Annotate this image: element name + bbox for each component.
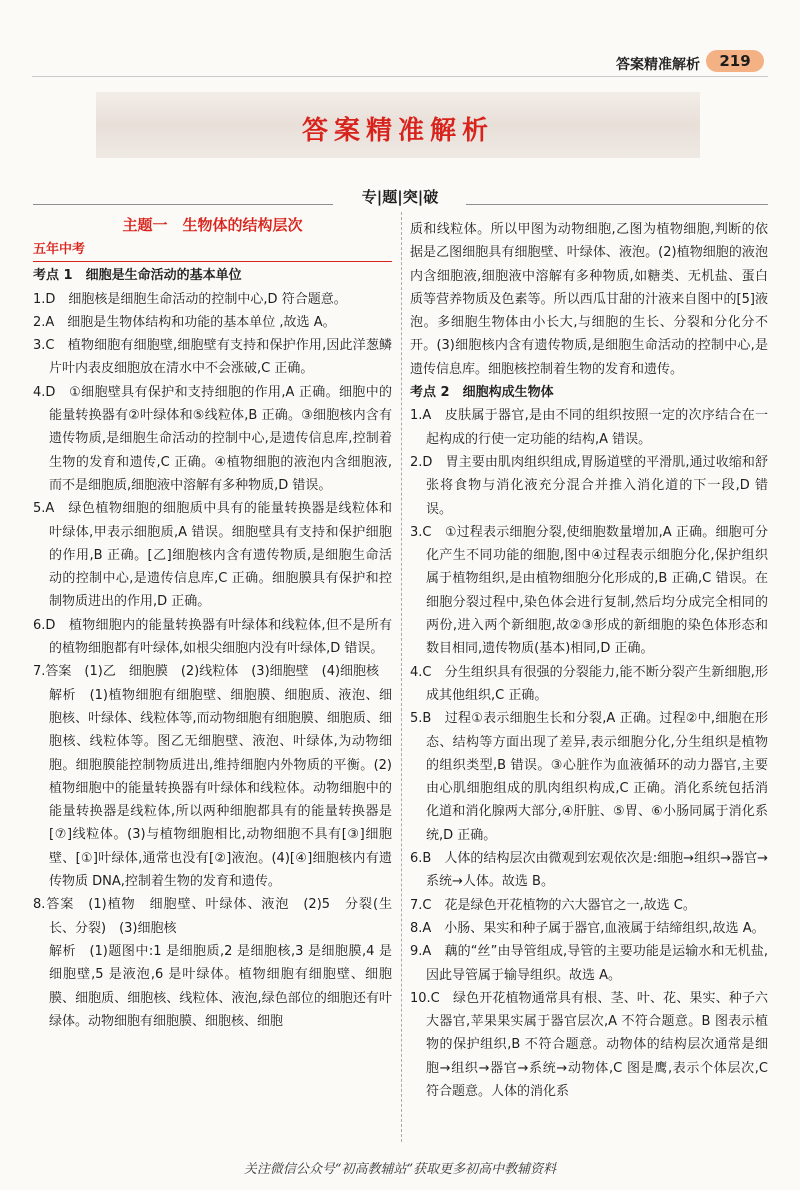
answer-r7: 7.C 花是绿色开花植物的六大器官之一,故选 C。	[410, 897, 696, 913]
answer-r1: 1.A 皮肤属于器官,是由不同的组织按照一定的次序结合在一起构成的行使一定功能的结构,A 错误。	[410, 408, 768, 447]
answer-r5: 5.B 过程①表示细胞生长和分裂,A 正确。过程②中,细胞在形态、结构等方面出现了差异,表示细胞分化,分生组织是植物的组织类型,B 错误。③心脏作为血液循环的动力器官,主要由心肌细胞组成的肌肉组织构成,C 正确。消化系统包括消化道和消化腺两大部分,④肝脏、⑤胃、⑥小肠同属于消化系统,D 正确。	[410, 711, 768, 843]
column-divider	[401, 212, 402, 1142]
answer-r3: 3.C ①过程表示细胞分裂,使细胞数量增加,A 正确。细胞可分化产生不同功能的细胞,图中④过程表示细胞分化,保护组织属于植物组织,是由植物细胞分化形成的,B 正确,C 错误。在细胞分裂过程中,染色体会进行复制,然后均分成完全相同的两份,进入两个新细胞,故②③形成的新细胞的染色体形态和数目相同,遗传物质(基本)相同,D 正确。	[410, 524, 768, 657]
section-rule-right	[466, 204, 768, 205]
answer-r9: 9.A 藕的“丝”由导管组成,导管的主要功能是运输水和无机盐,因此导管属于输导组织。故选 A。	[410, 944, 768, 983]
answer-r6: 6.B 人体的结构层次由微观到宏观依次是:细胞→组织→器官→系统→人体。故选 B。	[410, 851, 768, 890]
answer-r8: 8.A 小肠、果实和种子属于器官,血液属于结缔组织,故选 A。	[410, 920, 765, 936]
answer-r10: 10.C 绿色开花植物通常具有根、茎、叶、花、果实、种子六大器官,苹果果实属于器官层次,A 不符合题意。B 图表示植物的保护组织,B 不符合题意。动物体的结构层次通常是细胞→组织→器官→系统→动物体,C 图是鹰,表示个体层次,C 符合题意。人体的消化系	[410, 990, 768, 1099]
subsection-rule	[33, 261, 392, 262]
answer-8: 8.答案 (1)植物 细胞壁、叶绿体、液泡 (2)5 分裂(生长、分裂) (3)细胞核	[33, 897, 392, 936]
answer-5: 5.A 绿色植物细胞的细胞质中具有的能量转换器是线粒体和叶绿体,甲表示细胞质,A 错误。细胞壁具有支持和保护细胞的作用,B 正确。[乙]细胞核内含有遗传物质,是细胞生命活动的控制中心,是遗传信息库,C 正确。细胞膜具有保护和控制物质进出的作用,D 正确。	[33, 501, 392, 610]
answer-8-explanation-cont: 质和线粒体。所以甲图为动物细胞,乙图为植物细胞,判断的依据是乙图细胞具有细胞壁、叶绿体、液泡。(2)植物细胞的液泡内含细胞液,细胞液中溶解有多种物质,如糖类、无机盐、蛋白质等营养物质及色素等。所以西瓜甘甜的汁液来自图中的[5]液泡。多细胞生物体由小长大,与细胞的生长、分裂和分化分不开。(3)细胞核内含有遗传物质,是细胞生命活动的控制中心,是遗传信息库。细胞核控制着生物的发育和遗传。	[410, 222, 768, 377]
page-number-badge: 219	[706, 50, 764, 72]
banner-title: 答案精准解析	[301, 116, 494, 146]
header-rule	[32, 76, 768, 77]
title-banner	[96, 92, 700, 158]
left-column	[33, 212, 392, 1033]
answer-1: 1.D 细胞核是细胞生命活动的控制中心,D 符合题意。	[33, 291, 347, 307]
footer-note: 关注微信公众号“初高教辅站”获取更多初高中教辅资料	[243, 1162, 557, 1177]
answer-7-explanation: 解析 (1)植物细胞有细胞壁、细胞膜、细胞质、液泡、细胞核、叶绿体、线粒体等,而动物细胞有细胞膜、细胞质、细胞核、线粒体等。图乙无细胞壁、液泡、叶绿体,为动物细胞。细胞膜能控制物质进出,维持细胞内外物质的平衡。(2)植物细胞中的能量转换器有叶绿体和线粒体。动物细胞中的能量转换器是线粒体,所以两种细胞都具有的能量转换器是[⑦]线粒体。(3)与植物细胞相比,动物细胞不具有[③]细胞壁、[①]叶绿体,通常也没有[②]液泡。(4)[④]细胞核内有遗传物质 DNA,控制着生物的发育和遗传。	[49, 687, 392, 890]
right-column	[410, 218, 768, 1103]
answer-7: 7.答案 (1)乙 细胞膜 (2)线粒体 (3)细胞壁 (4)细胞核	[33, 664, 380, 680]
answer-4: 4.D ①细胞壁具有保护和支持细胞的作用,A 正确。细胞中的能量转换器有②叶绿体和⑤线粒体,B 正确。③细胞核内含有遗传物质,是细胞生命活动的控制中心,是遗传信息库,控制着生物的发育和遗传,C 正确。④植物细胞的液泡内含细胞液,而不是细胞质,细胞液中溶解有多种物质,D 错误。	[33, 384, 392, 493]
answer-r4: 4.C 分生组织具有很强的分裂能力,能不断分裂产生新细胞,形成其他组织,C 正确。	[410, 664, 768, 703]
topic-heading: 主题一 生物体的结构层次	[122, 216, 303, 234]
answer-2: 2.A 细胞是生物体结构和功能的基本单位 ,故选 A。	[33, 314, 336, 330]
kaodian-2-heading: 考点 2 细胞构成生物体	[410, 385, 554, 401]
section-rule-left	[33, 204, 333, 205]
section-title: 专|题|突|破	[361, 188, 439, 206]
kaodian-1-heading: 考点 1 细胞是生命活动的基本单位	[33, 268, 242, 284]
header-section-title: 答案精准解析	[616, 57, 700, 73]
answer-8-explanation: 解析 (1)题图中:1 是细胞质,2 是细胞核,3 是细胞膜,4 是细胞壁,5 是液泡,6 是叶绿体。植物细胞有细胞壁、细胞膜、细胞质、细胞核、线粒体、液泡,绿色部位的细胞还有叶绿体。动物细胞有细胞膜、细胞核、细胞	[49, 943, 392, 1029]
subsection-label: 五年中考	[33, 242, 86, 257]
answer-6: 6.D 植物细胞内的能量转换器有叶绿体和线粒体,但不是所有的植物细胞都有叶绿体,如根尖细胞内没有叶绿体,D 错误。	[33, 617, 392, 657]
answer-r2: 2.D 胃主要由肌肉组织组成,胃肠道壁的平滑肌,通过收缩和舒张将食物与消化液充分混合并推入消化道的下一段,D 错误。	[410, 454, 768, 517]
answer-3: 3.C 植物细胞有细胞壁,细胞壁有支持和保护作用,因此洋葱鳞片叶内表皮细胞放在清水中不会涨破,C 正确。	[33, 338, 392, 377]
